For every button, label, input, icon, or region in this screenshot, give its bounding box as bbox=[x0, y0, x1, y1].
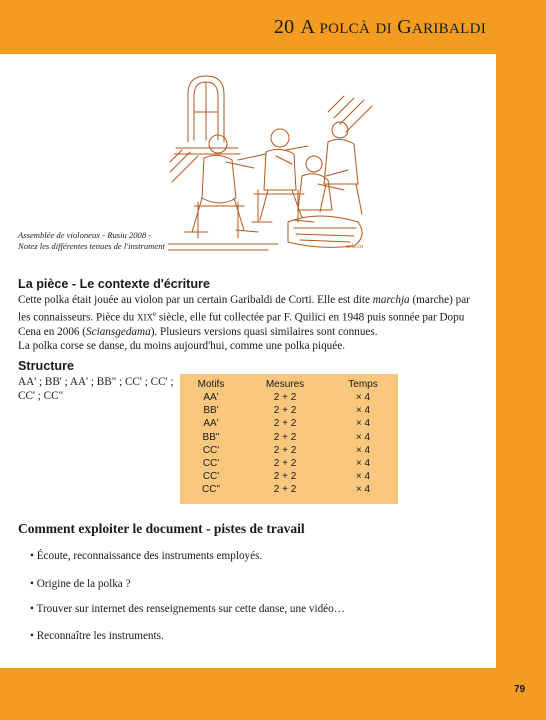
title-name-initial: G bbox=[397, 16, 412, 38]
cell-mesures: 2 + 2 bbox=[273, 471, 297, 483]
heading-structure: Structure bbox=[18, 359, 74, 373]
cell-mesures: 2 + 2 bbox=[273, 431, 297, 443]
cell-temps: × 4 bbox=[355, 458, 371, 470]
cell-mesures: 2 + 2 bbox=[273, 405, 297, 417]
cell-temps: × 4 bbox=[355, 444, 371, 456]
century-superscript: e bbox=[153, 310, 157, 319]
cell-motif: AA' bbox=[203, 418, 219, 430]
heading-exploiter: Comment exploiter le document - pistes de travail bbox=[18, 521, 305, 536]
cell-temps: × 4 bbox=[355, 471, 371, 483]
century-numeral: XIX bbox=[137, 312, 153, 323]
header-mesures: Mesures bbox=[265, 378, 305, 390]
title-di: DI bbox=[375, 21, 392, 37]
list-item: • Origine de la polka ? bbox=[30, 578, 131, 590]
footer-band bbox=[0, 668, 546, 720]
motif-table-grid bbox=[186, 377, 392, 497]
margin-band bbox=[496, 0, 546, 720]
piece-line-1 bbox=[18, 293, 478, 307]
structure-line-1: AA' ; BB' ; AA' ; BB" ; CC' ; CC' ; bbox=[18, 376, 174, 388]
page-number: 79 bbox=[514, 684, 526, 695]
cell-motif: CC' bbox=[202, 471, 220, 483]
text-span: ). Plusieurs versions quasi similaires sont connues. bbox=[150, 326, 378, 339]
structure-sequence bbox=[18, 375, 178, 403]
cell-motif: CC" bbox=[202, 484, 220, 496]
cell-motif: BB' bbox=[203, 405, 219, 417]
cell-motif: BB" bbox=[202, 431, 220, 443]
artist-signature: orlo.cn bbox=[346, 244, 364, 250]
cell-motif: CC' bbox=[202, 458, 220, 470]
structure-line-2: CC' ; CC" bbox=[18, 390, 64, 403]
table-row bbox=[186, 391, 392, 404]
cell-mesures: 2 + 2 bbox=[273, 444, 297, 456]
cell-temps: × 4 bbox=[355, 392, 371, 404]
text-span: Cette polka était jouée au violon par un certain Garibaldi de Corti. Elle est dite bbox=[18, 294, 373, 306]
piece-line-4: La polka corse se danse, du moins aujourd'hui, comme une polka piquée. bbox=[18, 340, 345, 353]
piece-paragraph bbox=[18, 293, 478, 354]
header-motifs: Motifs bbox=[197, 378, 225, 390]
list-item: • Trouver sur internet des renseignements sur cette danse, une vidéo… bbox=[30, 603, 345, 615]
title-name-rest: ARIBALDI bbox=[411, 21, 486, 37]
cell-mesures: 2 + 2 bbox=[273, 484, 297, 496]
cell-mesures: 2 + 2 bbox=[273, 392, 297, 404]
motif-table bbox=[180, 374, 398, 504]
title-word: POLCÀ bbox=[319, 21, 371, 37]
table-row bbox=[186, 483, 392, 496]
table-header-row bbox=[186, 377, 392, 391]
table-row bbox=[186, 457, 392, 470]
cell-motif: AA' bbox=[203, 392, 219, 404]
list-item: • Écoute, reconnaissance des instruments employés. bbox=[30, 550, 263, 562]
header-temps: Temps bbox=[348, 378, 378, 390]
cell-temps: × 4 bbox=[355, 431, 371, 443]
list-item: • Reconnaître les instruments. bbox=[30, 630, 164, 642]
table-row bbox=[186, 470, 392, 483]
term-marchja: marchja bbox=[372, 294, 410, 306]
text-span: (marche) par bbox=[409, 294, 470, 306]
text-span: siècle, elle fut collectée par F. Quilici en 1948 puis sonnée par Dopu bbox=[156, 311, 465, 324]
chapter-number: 20 bbox=[273, 16, 295, 38]
cell-mesures: 2 + 2 bbox=[273, 458, 297, 470]
table-row bbox=[186, 431, 392, 444]
caption-line-2: Notez les différentes tenues de l'instrument bbox=[18, 241, 165, 251]
table-row bbox=[186, 404, 392, 417]
title-initial: A bbox=[300, 16, 315, 38]
heading-la-piece: La pièce - Le contexte d'écriture bbox=[18, 277, 210, 291]
cell-motif: CC' bbox=[202, 444, 220, 456]
piece-line-2 bbox=[18, 307, 478, 325]
cell-mesures: 2 + 2 bbox=[273, 418, 297, 430]
caption-line-1: Assemblée de violoneux - Rusiu 2008 - bbox=[18, 230, 152, 240]
text-span: les connaisseurs. Pièce du bbox=[18, 311, 137, 324]
text-span: Cena en 2006 ( bbox=[18, 326, 87, 339]
table-row bbox=[186, 444, 392, 457]
table-row bbox=[186, 417, 392, 430]
chapter-title bbox=[274, 16, 486, 39]
cell-temps: × 4 bbox=[355, 405, 371, 417]
fiddlers-illustration bbox=[168, 72, 373, 254]
term-sciansgedama: Sciansgedama bbox=[86, 326, 151, 339]
cell-temps: × 4 bbox=[355, 418, 371, 430]
figure-caption bbox=[18, 230, 218, 252]
piece-line-3 bbox=[18, 325, 478, 339]
cell-temps: × 4 bbox=[355, 484, 371, 496]
